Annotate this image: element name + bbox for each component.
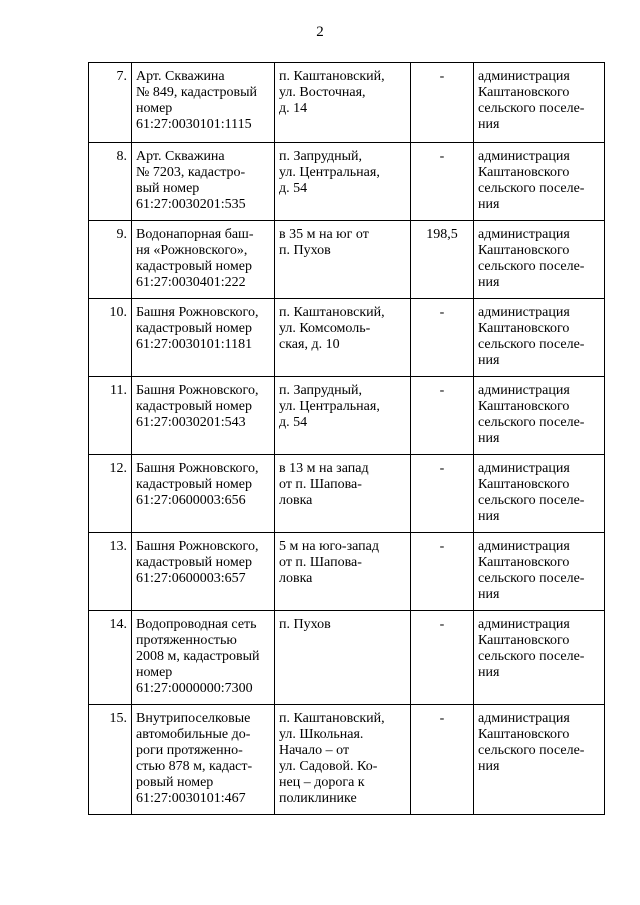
object-name: Башня Рожновского, кадастровый номер 61:27:0600003:656: [132, 455, 275, 533]
object-owner: администрация Каштановского сельского поселе- ния: [474, 455, 605, 533]
table-row: [89, 455, 605, 533]
object-address: п. Пухов: [275, 611, 411, 705]
row-number: 9.: [89, 221, 132, 299]
object-address: п. Запрудный, ул. Центральная, д. 54: [275, 143, 411, 221]
table-row: [89, 299, 605, 377]
object-name: Башня Рожновского, кадастровый номер 61:27:0030101:1181: [132, 299, 275, 377]
table-row: [89, 221, 605, 299]
object-owner: администрация Каштановского сельского поселе- ния: [474, 611, 605, 705]
object-area: -: [411, 455, 474, 533]
object-name: Арт. Скважина № 7203, кадастро- вый номер 61:27:0030201:535: [132, 143, 275, 221]
object-owner: администрация Каштановского сельского поселе- ния: [474, 377, 605, 455]
object-name: Водопроводная сеть протяженностью 2008 м, кадастровый номер 61:27:0000000:7300: [132, 611, 275, 705]
object-owner: администрация Каштановского сельского поселе- ния: [474, 63, 605, 143]
table-body: [89, 63, 605, 815]
row-number: 8.: [89, 143, 132, 221]
object-area: -: [411, 611, 474, 705]
row-number: 10.: [89, 299, 132, 377]
object-owner: администрация Каштановского сельского поселе- ния: [474, 221, 605, 299]
object-address: п. Каштановский, ул. Восточная, д. 14: [275, 63, 411, 143]
table-row: [89, 63, 605, 143]
row-number: 14.: [89, 611, 132, 705]
table-row: [89, 705, 605, 815]
object-owner: администрация Каштановского сельского поселе- ния: [474, 143, 605, 221]
object-owner: администрация Каштановского сельского поселе- ния: [474, 299, 605, 377]
object-address: п. Запрудный, ул. Центральная, д. 54: [275, 377, 411, 455]
object-address: 5 м на юго-запад от п. Шапова- ловка: [275, 533, 411, 611]
row-number: 12.: [89, 455, 132, 533]
table-row: [89, 533, 605, 611]
table-row: [89, 143, 605, 221]
object-name: Внутрипоселковые автомобильные до- роги протяженно- стью 878 м, кадаст- ровый номер 61:27:0030101:467: [132, 705, 275, 815]
object-area: -: [411, 143, 474, 221]
object-owner: администрация Каштановского сельского поселе- ния: [474, 705, 605, 815]
row-number: 7.: [89, 63, 132, 143]
table-row: [89, 377, 605, 455]
page-number: 2: [316, 24, 324, 40]
object-address: в 35 м на юг от п. Пухов: [275, 221, 411, 299]
object-name: Башня Рожновского, кадастровый номер 61:27:0600003:657: [132, 533, 275, 611]
object-name: Водонапорная баш- ня «Рожновского», кадастровый номер 61:27:0030401:222: [132, 221, 275, 299]
object-area: -: [411, 533, 474, 611]
object-owner: администрация Каштановского сельского поселе- ния: [474, 533, 605, 611]
object-name: Башня Рожновского, кадастровый номер 61:27:0030201:543: [132, 377, 275, 455]
row-number: 11.: [89, 377, 132, 455]
object-area: -: [411, 63, 474, 143]
object-area: 198,5: [411, 221, 474, 299]
object-area: -: [411, 705, 474, 815]
row-number: 13.: [89, 533, 132, 611]
object-address: п. Каштановский, ул. Комсомоль- ская, д. 10: [275, 299, 411, 377]
table-row: [89, 611, 605, 705]
object-address: п. Каштановский, ул. Школьная. Начало – от ул. Садовой. Ко- нец – дорога к поликлинике: [275, 705, 411, 815]
object-address: в 13 м на запад от п. Шапова- ловка: [275, 455, 411, 533]
row-number: 15.: [89, 705, 132, 815]
object-area: -: [411, 377, 474, 455]
object-name: Арт. Скважина № 849, кадастровый номер 61:27:0030101:1115: [132, 63, 275, 143]
property-registry-table: [88, 62, 605, 815]
object-area: -: [411, 299, 474, 377]
